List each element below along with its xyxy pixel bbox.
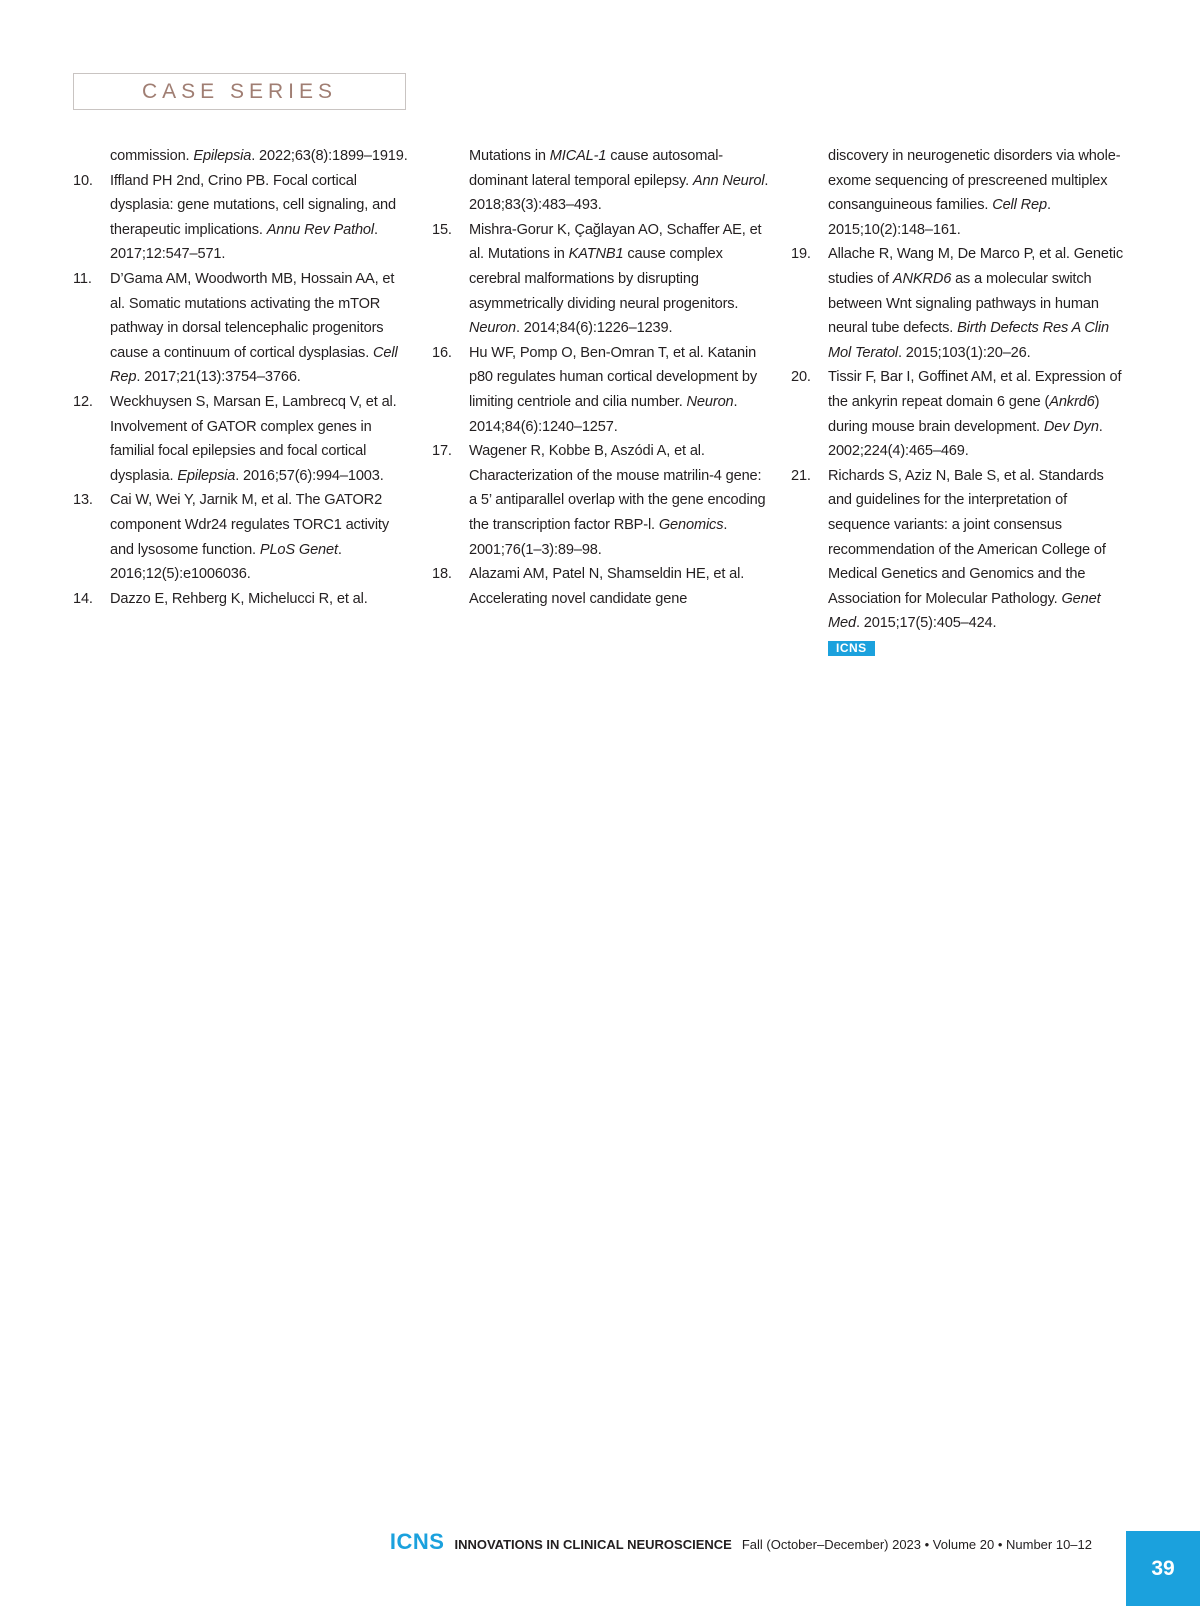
reference-number: 15.	[432, 221, 452, 238]
reference-item	[432, 341, 770, 439]
reference-number: 13.	[73, 492, 93, 509]
reference-text: commission. Epilepsia. 2022;63(8):1899–1919.	[110, 148, 408, 164]
section-label: CASE SERIES	[141, 79, 338, 103]
reference-item	[432, 144, 770, 218]
references-column-1	[73, 144, 411, 611]
reference-text: Mishra-Gorur K, Çağlayan AO, Schaffer AE, et al. Mutations in KATNB1 cause complex cerebral malformations by disrupting asymmetrically dividing neural progenitors. Neuron. 2014;84(6):1226–1239.	[469, 221, 762, 337]
reference-number: 20.	[791, 369, 811, 386]
reference-number: 19.	[791, 246, 811, 263]
reference-item	[73, 267, 411, 390]
reference-text: discovery in neurogenetic disorders via whole-exome sequencing of prescreened multiplex consanguineous families. Cell Rep. 2015;10(2):148–161.	[828, 148, 1121, 238]
reference-number: 16.	[432, 344, 452, 361]
reference-number: 21.	[791, 467, 811, 484]
reference-item	[432, 562, 770, 611]
reference-item	[73, 169, 411, 267]
reference-number: 18.	[432, 566, 452, 583]
reference-number: 10.	[73, 172, 93, 189]
reference-number: 14.	[73, 590, 93, 607]
end-of-article-badge: ICNS	[828, 641, 875, 656]
issue-info: Fall (October–December) 2023 • Volume 20 • Number 10–12	[741, 1537, 1092, 1552]
reference-text: D’Gama AM, Woodworth MB, Hossain AA, et al. Somatic mutations activating the mTOR pathway in dorsal telencephalic progenitors cause a continuum of cortical dysplasias. Cell Rep. 2017;21(13):3754–3766.	[110, 270, 398, 386]
journal-logo: ICNS	[389, 1529, 445, 1554]
reference-item	[73, 144, 411, 169]
reference-item	[791, 144, 1129, 242]
reference-text: Allache R, Wang M, De Marco P, et al. Genetic studies of ANKRD6 as a molecular switch between Wnt signaling pathways in human neural tube defects. Birth Defects Res A Clin Mol Teratol. 2015;103(1):20–26.	[828, 246, 1123, 361]
reference-text: Tissir F, Bar I, Goffinet AM, et al. Expression of the ankyrin repeat domain 6 gene (Ankrd6) during mouse brain development. Dev Dyn. 2002;224(4):465–469.	[828, 369, 1122, 460]
reference-text: Hu WF, Pomp O, Ben-Omran T, et al. Katanin p80 regulates human cortical development by limiting centriole and cilia number. Neuron. 2014;84(6):1240–1257.	[469, 344, 758, 435]
reference-item	[791, 365, 1129, 463]
reference-number: 17.	[432, 443, 452, 460]
reference-item	[73, 390, 411, 488]
section-header-box	[73, 73, 406, 110]
references-column-2	[432, 144, 770, 611]
reference-item	[432, 218, 770, 341]
reference-item	[791, 242, 1129, 365]
references-column-3	[791, 144, 1129, 660]
reference-item	[432, 439, 770, 562]
journal-name: INNOVATIONS IN CLINICAL NEUROSCIENCE	[454, 1537, 732, 1552]
reference-text: Weckhuysen S, Marsan E, Lambrecq V, et al. Involvement of GATOR complex genes in familial focal epilepsies and focal cortical dysplasia. Epilepsia. 2016;57(6):994–1003.	[110, 393, 397, 484]
reference-text: Wagener R, Kobbe B, Aszódi A, et al. Characterization of the mouse matrilin-4 gene: a 5’ antiparallel overlap with the gene encoding the transcription factor RBP-l. Genomics. 2001;76(1–3):89–98.	[469, 443, 766, 558]
reference-number: 12.	[73, 393, 93, 410]
reference-item	[791, 464, 1129, 636]
reference-number: 11.	[73, 270, 92, 287]
reference-text: Mutations in MICAL-1 cause autosomal-dominant lateral temporal epilepsy. Ann Neurol. 2018;83(3):483–493.	[469, 148, 769, 214]
reference-item	[73, 488, 411, 586]
reference-text: Alazami AM, Patel N, Shamseldin HE, et al. Accelerating novel candidate gene	[469, 566, 745, 607]
page-number: 39	[1126, 1531, 1200, 1606]
page-footer	[390, 1529, 1092, 1555]
reference-text: Richards S, Aziz N, Bale S, et al. Standards and guidelines for the interpretation of sequence variants: a joint consensus recommendation of the American College of Medical Genetics and Genomics and the Association for Molecular Pathology. Genet Med. 2015;17(5):405–424.	[828, 467, 1106, 632]
reference-item	[73, 587, 411, 612]
reference-text: Iffland PH 2nd, Crino PB. Focal cortical dysplasia: gene mutations, cell signaling, and therapeutic implications. Annu Rev Pathol. 2017;12:547–571.	[110, 172, 396, 263]
reference-text: Cai W, Wei Y, Jarnik M, et al. The GATOR2 component Wdr24 regulates TORC1 activity and lysosome function. PLoS Genet. 2016;12(5):e1006036.	[110, 492, 389, 583]
reference-text: Dazzo E, Rehberg K, Michelucci R, et al.	[110, 590, 368, 607]
